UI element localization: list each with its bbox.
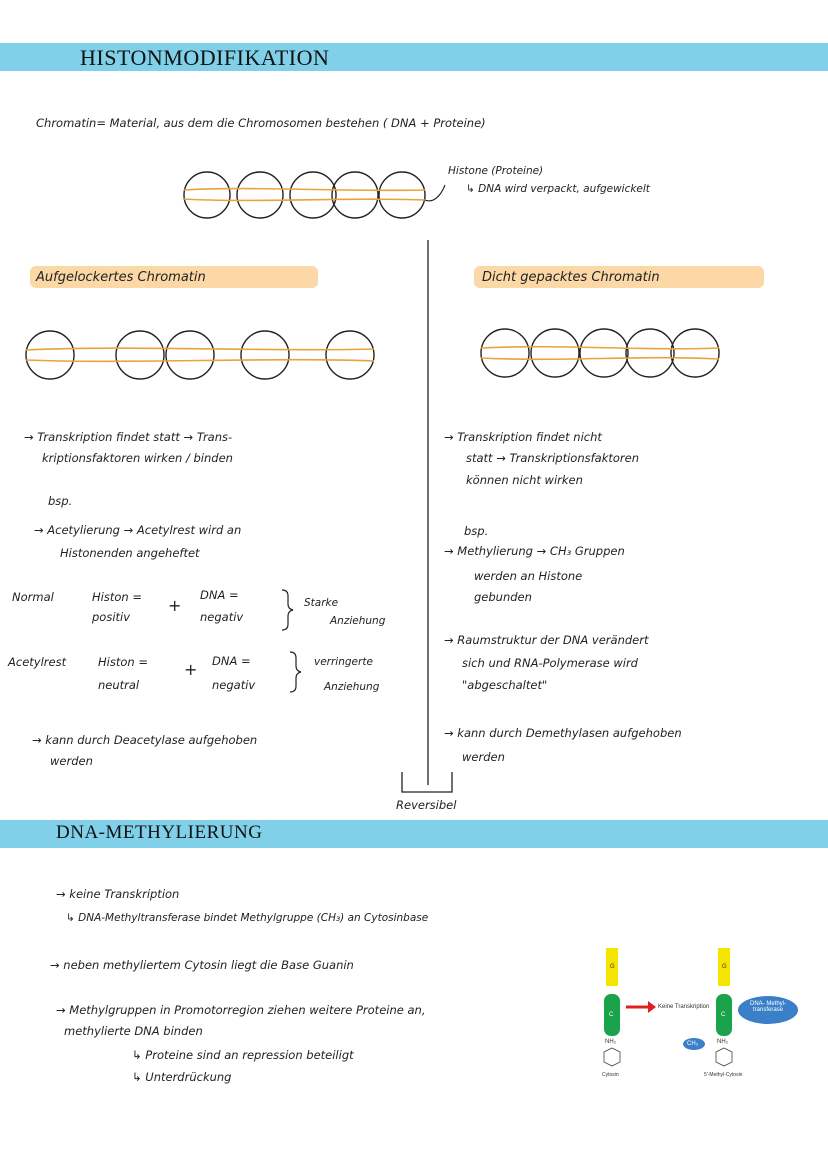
left-transcription-1: → Transkription findet statt → Trans- xyxy=(24,430,233,444)
dna-strand-top xyxy=(184,189,425,201)
g-label-right: G xyxy=(722,964,727,970)
histon-positive-1: Histon = xyxy=(92,590,142,604)
dna-meth-line-3: → neben methyliertem Cytosin liegt die Base Guanin xyxy=(50,958,354,972)
right-demethylase-2: werden xyxy=(462,750,505,764)
left-heading: Aufgelockertes Chromatin xyxy=(36,270,206,285)
nh2-label-right: NH₂ xyxy=(717,1039,728,1045)
methyl-cytosin-label: 5'-Methyl-Cytosin xyxy=(704,1072,743,1078)
reversible-bracket xyxy=(402,772,452,792)
dna-strand-dense xyxy=(481,347,719,360)
dna-meth-line-5: ↳ Proteine sind an repression beteiligt xyxy=(132,1048,354,1062)
left-acetyl-2: Histonenden angeheftet xyxy=(60,546,200,560)
section-title-dna: DNA-METHYLIERUNG xyxy=(56,822,263,843)
weak-attraction-2: Anziehung xyxy=(324,681,380,693)
normal-label: Normal xyxy=(12,590,54,604)
right-demethylase-1: → kann durch Demethylasen aufgehoben xyxy=(444,726,682,740)
right-methyl-2: werden an Histone xyxy=(474,569,583,583)
right-transcription-1: → Transkription findet nicht xyxy=(444,430,602,444)
arrow-label: Keine Transkription xyxy=(658,1004,710,1010)
cytosin-ring-left xyxy=(604,1048,620,1066)
dna-meth-line-1: → keine Transkription xyxy=(56,887,180,901)
plus-sign-2: + xyxy=(184,660,198,679)
dna-meth-line-2: ↳ DNA-Methyltransferase bindet Methylgruppe (CH₃) an Cytosinbase xyxy=(66,912,429,924)
cytosin-ring-right xyxy=(716,1048,732,1066)
brace-strong xyxy=(282,590,293,630)
dna-negative2-1: DNA = xyxy=(212,654,251,668)
nh2-label-left: NH₂ xyxy=(605,1039,616,1045)
right-bsp: bsp. xyxy=(464,524,489,538)
strong-attraction-1: Starke xyxy=(304,597,339,609)
brace-weak xyxy=(290,652,301,692)
reversible-label: Reversibel xyxy=(396,798,457,812)
strong-attraction-2: Anziehung xyxy=(330,615,386,627)
figure-svg xyxy=(588,948,800,1080)
right-heading: Dicht gepacktes Chromatin xyxy=(482,270,660,285)
plus-sign-1: + xyxy=(168,596,182,615)
histone-pointer-arrow xyxy=(425,185,445,201)
right-transcription-3: können nicht wirken xyxy=(466,473,583,487)
red-arrow-head xyxy=(648,1001,656,1013)
histon-positive-2: positiv xyxy=(92,610,131,624)
enzyme-label: DNA- Methyl- transferase xyxy=(749,1001,786,1013)
histone-label: Histone (Proteine) xyxy=(448,165,544,177)
dna-meth-line-4b: methylierte DNA binden xyxy=(64,1024,203,1038)
acetylrest-label: Acetylrest xyxy=(8,655,67,669)
left-deacetylase-2: werden xyxy=(50,754,93,768)
nucleosome-chain-dense xyxy=(481,329,719,377)
g-label-left: G xyxy=(610,964,615,970)
c-label-left: C xyxy=(609,1012,614,1018)
c-label-right: C xyxy=(721,1012,726,1018)
right-methyl-1: → Methylierung → CH₃ Gruppen xyxy=(444,544,625,558)
nucleosome-chain-top xyxy=(184,172,425,218)
right-raum-3: "abgeschaltet" xyxy=(462,678,548,692)
nucleosome-chain-loose xyxy=(26,331,374,379)
dna-meth-line-6: ↳ Unterdrückung xyxy=(132,1070,232,1084)
left-bsp: bsp. xyxy=(48,494,73,508)
histon-neutral-1: Histon = xyxy=(98,655,148,669)
dna-negative-1: DNA = xyxy=(200,588,239,602)
histone-note: ↳ DNA wird verpackt, aufgewickelt xyxy=(466,183,650,195)
ch3-label: CH₃ xyxy=(687,1041,699,1047)
section-title-histone: HISTONMODIFIKATION xyxy=(80,45,330,70)
weak-attraction-1: verringerte xyxy=(314,656,373,668)
dna-strand-loose xyxy=(26,348,374,361)
cytosin-label: Cytosin xyxy=(602,1072,619,1078)
dna-negative-2: negativ xyxy=(200,610,244,624)
dna-negative2-2: negativ xyxy=(212,678,256,692)
right-raum-1: → Raumstruktur der DNA verändert xyxy=(444,633,649,647)
histon-neutral-2: neutral xyxy=(98,678,140,692)
left-deacetylase-1: → kann durch Deacetylase aufgehoben xyxy=(32,733,258,747)
dna-meth-line-4a: → Methylgruppen in Promotorregion ziehen weitere Proteine an, xyxy=(56,1003,426,1017)
right-transcription-2: statt → Transkriptionsfaktoren xyxy=(466,451,639,465)
left-acetyl-1: → Acetylierung → Acetylrest wird an xyxy=(34,523,242,537)
chromatin-definition: Chromatin= Material, aus dem die Chromosomen bestehen ( DNA + Proteine) xyxy=(36,116,486,130)
dna-methylation-figure xyxy=(588,948,800,1080)
right-raum-2: sich und RNA-Polymerase wird xyxy=(462,656,638,670)
right-methyl-3: gebunden xyxy=(474,590,532,604)
left-transcription-2: kriptionsfaktoren wirken / binden xyxy=(42,451,233,465)
